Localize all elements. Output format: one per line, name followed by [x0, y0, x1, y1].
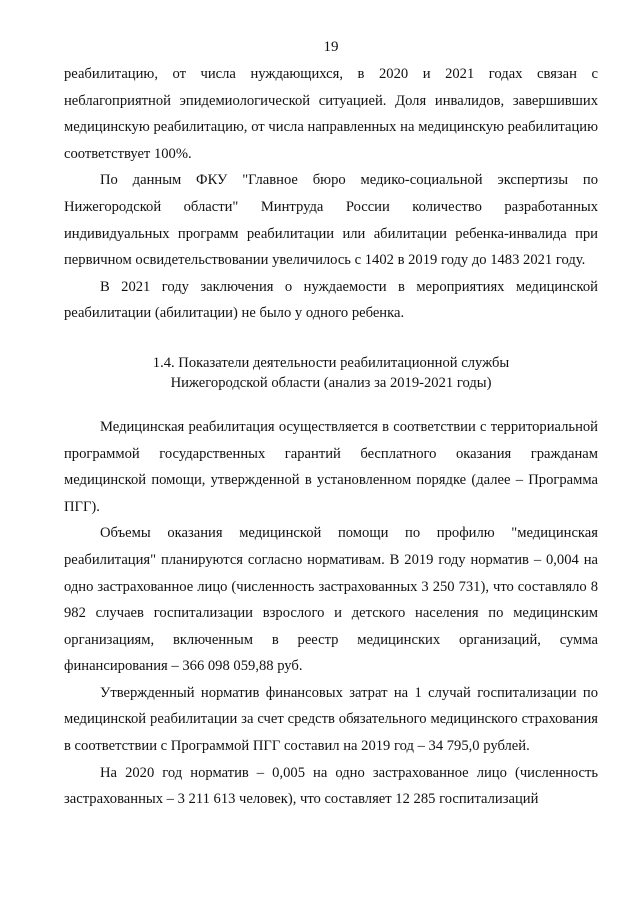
- paragraph-volume-norms: Объемы оказания медицинской помощи по профилю "медицинская реабилитация" планируются согласно нормативам. В 2019 году норматив – 0,004 на одно застрахованное лицо (численность застрахованных 3 250 731), что составляло 8 982 случаев госпитализации взрослого и детского населения по медицинским организациям, включенным в реестр медицинских организаций, сумма финансирования – 366 098 059,88 руб.: [64, 525, 598, 675]
- paragraph-mse-bureau: По данным ФКУ "Главное бюро медико-социальной экспертизы по Нижегородской области" Минтруда России количество разработанных индивидуальных программ реабилитации или абилитации ребенка-инвалида при первичном освидетельствовании увеличилось с 1402 в 2019 году до 1483 2021 году.: [64, 172, 598, 269]
- paragraph-territorial-program: Медицинская реабилитация осуществляется в соответствии с территориальной программой государственных гарантий бесплатного оказания гражданам медицинской помощи, утвержденной в установленном порядке (далее – Программа ПГГ).: [64, 418, 598, 515]
- section-heading: [64, 353, 598, 393]
- document-page: [64, 38, 598, 813]
- page-number: 19: [323, 39, 339, 55]
- paragraph-2020-norm: На 2020 год норматив – 0,005 на одно застрахованное лицо (численность застрахованных – 3 211 613 человек), что составляет 12 285 госпитализаций: [64, 764, 598, 808]
- paragraph-rehab-completion: реабилитацию, от числа нуждающихся, в 2020 и 2021 годах связан с неблагоприятной эпидемиологической ситуацией. Доля инвалидов, завершивших медицинскую реабилитацию, от числа направленных на медицинскую реабилитацию соответствует 100%.: [64, 66, 598, 162]
- paragraph-financial-norm: Утвержденный норматив финансовых затрат на 1 случай госпитализации по медицинской реабилитации за счет средств обязательного медицинского страхования в соответствии с Программой ПГГ составил на 2019 год – 34 795,0 рублей.: [64, 684, 598, 755]
- paragraph-child-conclusion: В 2021 году заключения о нуждаемости в мероприятиях медицинской реабилитации (абилитации) не было у одного ребенка.: [64, 278, 598, 322]
- section-heading-line-1: 1.4. Показатели деятельности реабилитационной службы: [152, 354, 510, 371]
- section-heading-line-2: Нижегородской области (анализ за 2019-2021 годы): [170, 374, 492, 391]
